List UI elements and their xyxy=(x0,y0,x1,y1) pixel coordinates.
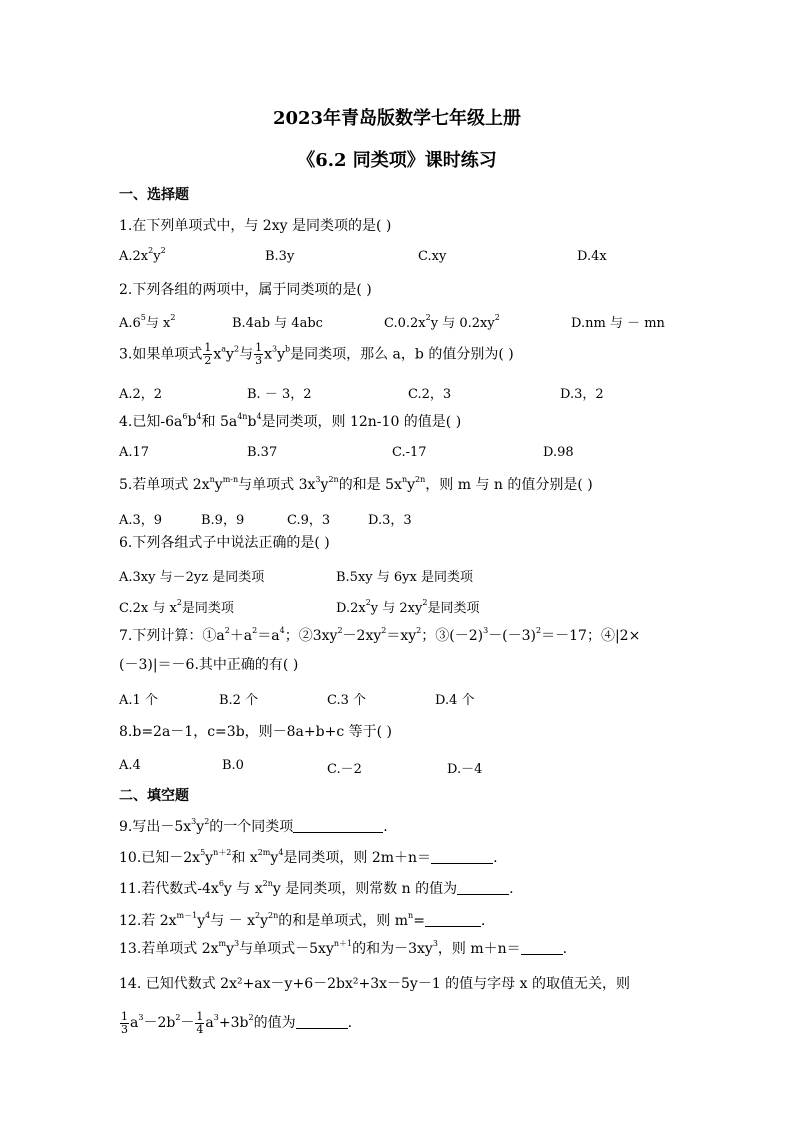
question-9: 9.写出$-5x^3y^2$的一个同类项 . xyxy=(119,817,388,835)
question-6: 6.下列各组式子中说法正确的是( ) xyxy=(119,535,330,551)
answer-blank[interactable] xyxy=(293,818,383,833)
worksheet-subtitle: 《6.2 同类项》课时练习 xyxy=(297,150,497,171)
question-14-line-1: 14. 已知代数式 2x²+ax－y+6－2bx²+3x－5y－1 的值与字母 x 的取值无关，则 xyxy=(119,976,630,992)
question-8: 8.b=2a－1，c=3b，则－8a+b+c 等于( ) xyxy=(119,724,392,740)
question-13: 13.若单项式 $2x^my^3$与单项式$-5xy^{n+1}$的和为$-3xy^3$，则 m＋n＝ . xyxy=(119,939,568,957)
question-7-line-2: (－3)|＝－6.其中正确的有( ) xyxy=(119,657,299,673)
question-12: 12.若 $2x^{m-1}y^4$与 － $x^2y^{2n}$的和是单项式，则 $m^n=$ . xyxy=(119,911,486,929)
q1-option-a: $A.2x^2y^2$ xyxy=(119,246,166,264)
q3-option-c: C.2，3 xyxy=(408,387,452,402)
section-heading-choice: 一、选择题 xyxy=(119,187,189,203)
answer-blank[interactable] xyxy=(431,849,493,864)
q8-option-a: A.4 xyxy=(119,758,141,773)
answer-blank[interactable] xyxy=(457,880,509,895)
q7-option-b: B.2 个 xyxy=(219,693,259,708)
q2-option-b: B.4ab 与 4abc xyxy=(232,316,323,331)
q7-option-d: D.4 个 xyxy=(435,693,475,708)
answer-blank[interactable] xyxy=(521,940,563,955)
q7-option-c: C.3 个 xyxy=(327,693,367,708)
fraction-one-third: $\frac{1}{3}$ xyxy=(255,341,263,367)
q4-option-c: C.-17 xyxy=(392,445,427,460)
q2-option-d: D.nm 与 － mn xyxy=(571,316,665,331)
q2-option-a: $A.6^5$与 $x^2$ xyxy=(119,313,176,331)
q5-option-d: D.3，3 xyxy=(368,513,412,528)
fraction-one-third: $\frac{1}{3}$ xyxy=(121,1009,128,1036)
question-11: 11.若代数式$-4x^6y$ 与 $x^{2n}y$ 是同类项，则常数 n 的值为 . xyxy=(119,879,514,897)
answer-blank[interactable] xyxy=(425,912,481,927)
q5-option-b: B.9，9 xyxy=(201,513,245,528)
q1-option-d: D.4x xyxy=(577,249,607,264)
q4-option-d: D.98 xyxy=(543,445,574,460)
question-10: 10.已知$-2x^5y^{n+2}$和 $x^{2m}y^4$是同类项，则 2m＋n＝ . xyxy=(119,848,498,866)
question-4: 4.已知$-6a^6b^4$和 $5a^{4n}b^4$是同类项，则 12n-10 的值是( ) xyxy=(119,412,462,430)
question-1: 1.在下列单项式中，与 2xy 是同类项的是( ) xyxy=(119,218,392,234)
q3-option-b: B. － 3，2 xyxy=(247,387,312,402)
fraction-one-half: $\frac{1}{2}$ xyxy=(204,341,212,367)
q8-option-b: B.0 xyxy=(222,758,244,773)
q6-option-d: $D.2x^2y$ 与 $2xy^2$是同类项 xyxy=(336,598,480,616)
question-2: 2.下列各组的两项中，属于同类项的是( ) xyxy=(119,282,372,298)
section-heading-fill: 二、填空题 xyxy=(119,788,189,804)
fraction-one-quarter: $\frac{1}{4}$ xyxy=(196,1009,204,1036)
q4-option-a: A.17 xyxy=(119,445,150,460)
q7-option-a: A.1 个 xyxy=(119,693,158,708)
q1-option-c: C.xy xyxy=(418,249,447,264)
q3-option-a: A.2，2 xyxy=(119,387,163,402)
worksheet-title: 2023年青岛版数学七年级上册 xyxy=(272,108,522,129)
q6-option-a: A.3xy 与－2yz 是同类项 xyxy=(119,570,265,585)
q8-option-d: D.－4 xyxy=(447,762,483,777)
question-7-line-1: 7.下列计算：$①a^2+a^2=a^4$；$②3xy^2-2xy^2=xy^2$；$③(-2)^3-(-3)^2=-17$；④|2× xyxy=(119,626,641,644)
q6-option-c: C.2x 与 $x^2$是同类项 xyxy=(119,598,234,616)
q6-option-b: B.5xy 与 6yx 是同类项 xyxy=(336,570,473,585)
q2-option-c: $C.0.2x^2y$ 与 $0.2xy^2$ xyxy=(384,313,500,331)
q1-option-b: B.3y xyxy=(265,249,295,264)
question-14-line-2: $\frac{1}{3}$ $a^3-2b^2-$ $\frac{1}{4}$ $a^3+3b^2$的值为 . xyxy=(121,1009,353,1036)
q5-option-a: A.3，9 xyxy=(119,513,163,528)
answer-blank[interactable] xyxy=(296,1014,348,1029)
q4-option-b: B.37 xyxy=(247,445,278,460)
q3-option-d: D.3，2 xyxy=(560,387,604,402)
question-5: 5.若单项式 $2x^ny^{m-n}$与单项式 $3x^3y^{2n}$的和是 $5x^ny^{2n}$，则 m 与 n 的值分别是( ) xyxy=(119,475,593,493)
q5-option-c: C.9，3 xyxy=(287,513,331,528)
question-3: 3.如果单项式 $\frac{1}{2}$ $x^ay^2$与 $\frac{1}{3}$ $x^3y^b$是同类项，那么 a，b 的值分别为( ) xyxy=(119,341,514,367)
q8-option-c: C.－2 xyxy=(327,762,362,777)
